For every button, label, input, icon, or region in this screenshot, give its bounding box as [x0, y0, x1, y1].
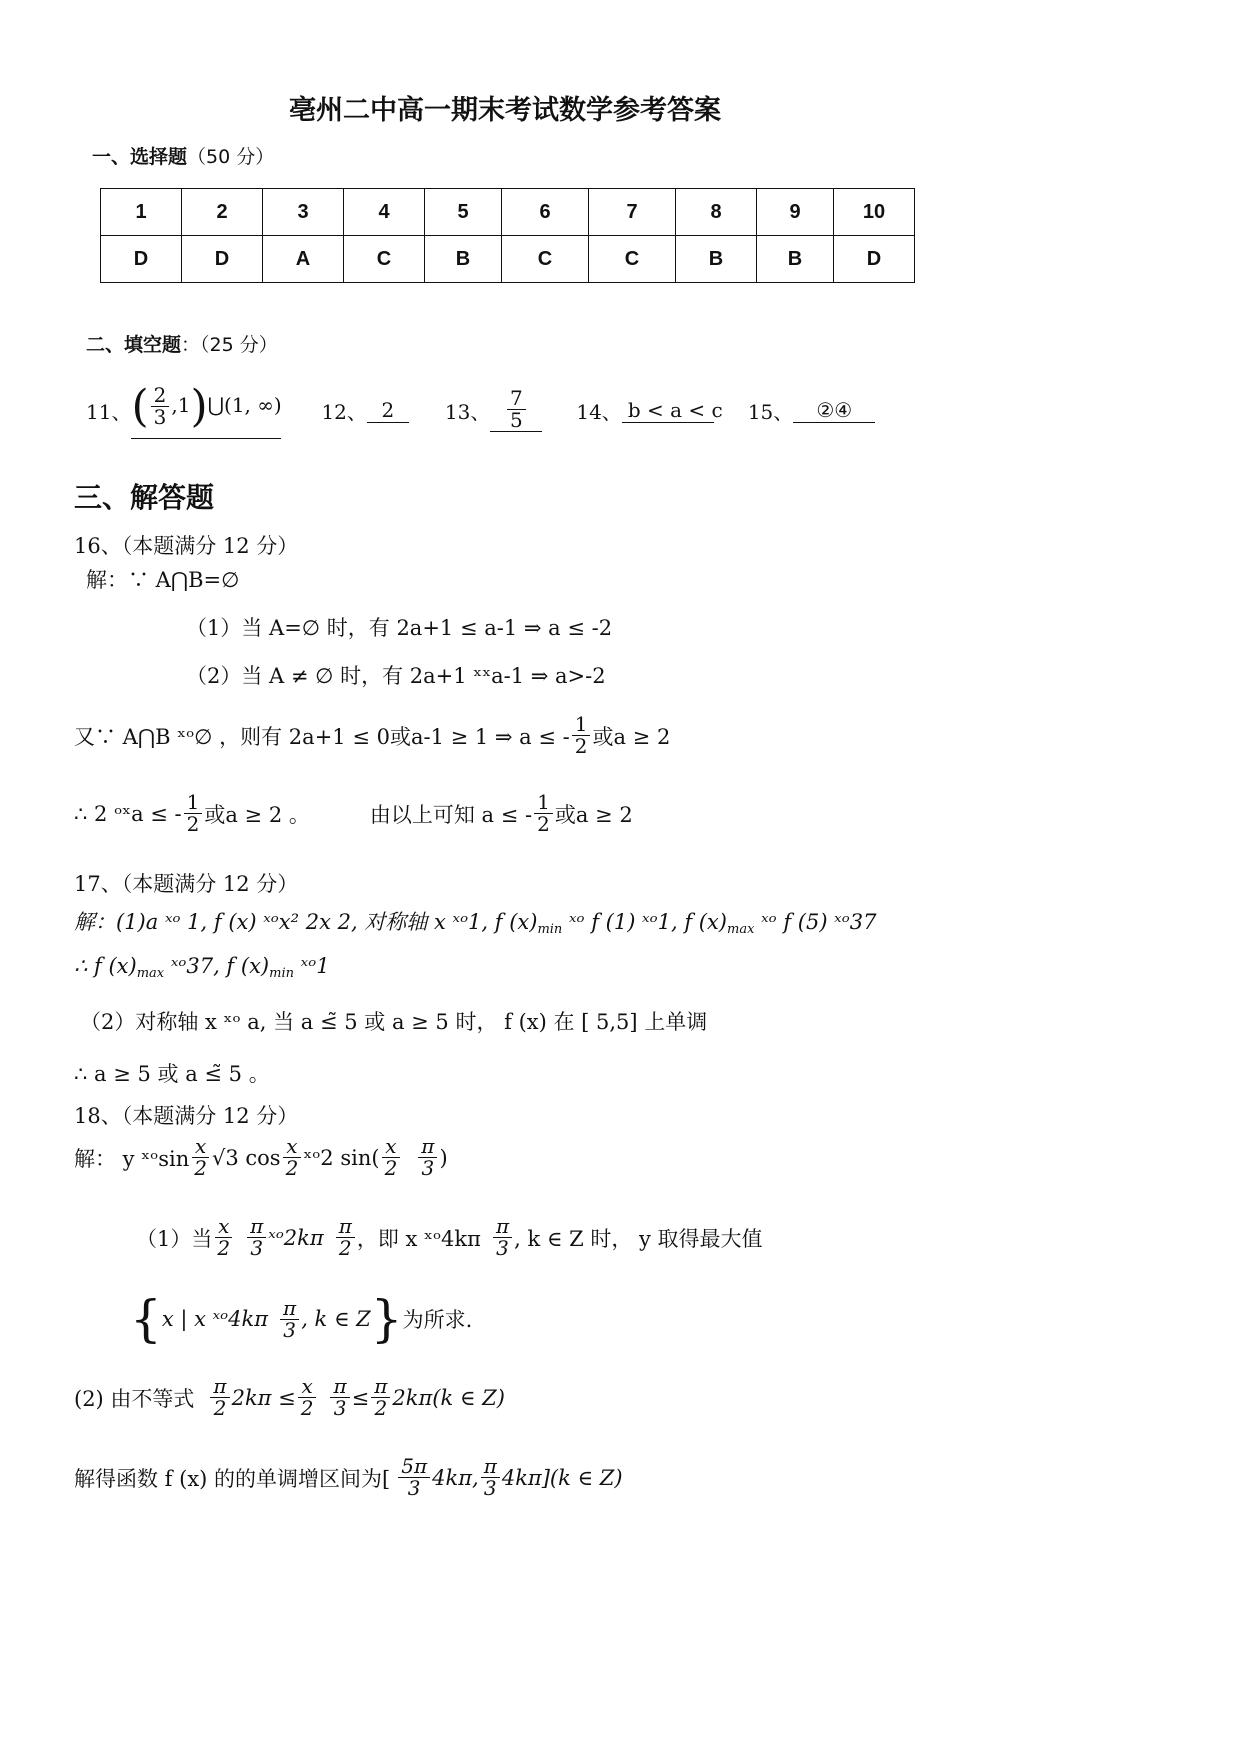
frac-den: 3 — [407, 1476, 421, 1500]
table-cell: B — [425, 236, 502, 283]
choice-answer-table — [100, 188, 915, 283]
frac-den: 2 — [217, 1236, 231, 1260]
q18-line4 — [74, 1376, 505, 1419]
q18-line1-b: √3 cos — [211, 1145, 281, 1170]
table-cell: 6 — [502, 189, 589, 236]
frac-num: x — [382, 1136, 399, 1158]
q18-line2-c: ，即 x ˣᵒ4kπ — [356, 1226, 481, 1251]
q17-line1-a: 解：(1)a ˣᵒ 1, f (x) ˣᵒx² 2x 2, 对称轴 x ˣᵒ1, f (x) — [74, 910, 538, 934]
q18-line3-b: , k ∈ Z — [301, 1307, 371, 1331]
table-row-answers — [101, 236, 915, 283]
frac-den: 2 — [213, 1396, 227, 1420]
q16-line1: 解：∵ A⋂B=∅ — [86, 568, 240, 592]
table-cell: 1 — [101, 189, 182, 236]
frac-num: x — [283, 1136, 300, 1158]
table-cell: 7 — [589, 189, 676, 236]
frac-num: x — [298, 1376, 315, 1398]
section-choice-label: 一、选择题 — [92, 146, 188, 168]
paren-close: ) — [190, 381, 208, 432]
table-cell: 9 — [757, 189, 834, 236]
frac-den: 2 — [384, 1156, 398, 1180]
frac-num: π — [418, 1136, 437, 1158]
table-cell: 2 — [182, 189, 263, 236]
section-fill-label: 二、填空题 — [86, 334, 182, 356]
section-solution-heading: 三、解答题 — [74, 481, 215, 514]
frac-den: 3 — [333, 1396, 347, 1420]
q13-num: 7 — [507, 388, 526, 410]
q15-label: 15、 — [747, 399, 794, 424]
paren-open: ( — [131, 381, 149, 432]
q18-line4-b: 2kπ ≤ — [231, 1385, 296, 1410]
frac-den: 3 — [496, 1236, 509, 1260]
frac-num: π — [336, 1216, 355, 1238]
q14-answer: b < a < c — [622, 398, 714, 423]
q18-line5-a: 解得函数 f (x) 的的单调增区间为[ — [74, 1466, 391, 1491]
q16-line4 — [74, 714, 670, 757]
q16-line5-text: ∴ 2 ᵒˣa ≤ - — [74, 801, 182, 826]
section-fill-points: ：（25 分） — [181, 334, 278, 356]
q18-frac-x2 — [298, 1376, 317, 1419]
q16-line3: （2）当 A ≠ ∅ 时，有 2a+1 ˣˣa-1 ⇒ a>-2 — [186, 664, 606, 688]
table-cell: 8 — [676, 189, 757, 236]
frac-den: 2 — [186, 812, 200, 836]
q11-rest: ,1 — [171, 393, 191, 417]
brace-close: } — [370, 1290, 403, 1348]
q18-frac-pi3 — [493, 1216, 512, 1259]
frac-den: 3 — [421, 1156, 435, 1180]
q18-frac-pi2 — [210, 1376, 229, 1419]
table-cell: 5 — [425, 189, 502, 236]
q18-frac-x2 — [382, 1136, 401, 1179]
q18-frac-5pi3 — [398, 1456, 430, 1499]
q16-line5 — [74, 792, 633, 835]
frac-num: π — [330, 1376, 349, 1398]
q16-line4-fraction — [572, 714, 591, 757]
q16-line5-fraction — [184, 792, 203, 835]
q17-sub-max: max — [136, 966, 165, 981]
q18-frac-pi3 — [330, 1376, 349, 1419]
q13-den: 5 — [509, 408, 523, 432]
q18-line5-b: 4kπ, — [432, 1465, 479, 1490]
q18-frac-pi3 — [481, 1456, 500, 1499]
table-cell: A — [263, 236, 344, 283]
q14-label: 14、 — [576, 399, 622, 424]
q16-line4-tail: 或a ≥ 2 — [592, 724, 671, 749]
q18-line5 — [74, 1456, 623, 1499]
q17-line1-c: ˣᵒ f (5) ˣᵒ37 — [754, 910, 877, 934]
frac-num: π — [210, 1376, 229, 1398]
brace-open: { — [130, 1290, 162, 1348]
q17-sub-max: max — [727, 922, 755, 937]
fill-answers-row — [86, 370, 875, 450]
q18-line3 — [130, 1290, 472, 1348]
table-cell: C — [502, 236, 589, 283]
frac-den: 2 — [537, 812, 550, 836]
table-cell: 4 — [344, 189, 425, 236]
q18-frac-pi2 — [371, 1376, 390, 1419]
q18-line4-c: ≤ — [351, 1385, 370, 1410]
frac-den: 3 — [283, 1317, 296, 1342]
q12-label: 12、 — [321, 399, 367, 424]
q17-sub-min: min — [269, 966, 294, 981]
q18-line2-b: ˣᵒ2kπ — [268, 1225, 324, 1250]
q17-line2-b: ˣᵒ37, f (x) — [164, 954, 270, 978]
q18-frac-x2 — [283, 1136, 302, 1179]
table-cell: C — [589, 236, 676, 283]
frac-num: 5π — [398, 1456, 430, 1478]
q15-answer: ②④ — [793, 398, 875, 423]
q11-frac-num: 2 — [151, 385, 170, 407]
table-cell: 3 — [263, 189, 344, 236]
table-cell: C — [344, 236, 425, 283]
q12-answer: 2 — [367, 398, 409, 423]
frac-den: 3 — [250, 1236, 264, 1260]
q18-line2 — [136, 1216, 763, 1259]
q18-line1-a: 解： y ˣᵒsin — [74, 1146, 190, 1171]
frac-num: 1 — [184, 792, 203, 814]
q18-line1-c: ˣᵒ2 sin( — [303, 1145, 380, 1170]
frac-den: 2 — [300, 1396, 314, 1420]
table-cell: D — [834, 236, 915, 283]
frac-num: 1 — [572, 714, 591, 736]
q11-union: ⋃(1, ∞) — [207, 393, 282, 417]
table-cell: 10 — [834, 189, 915, 236]
q17-header: 17、（本题满分 12 分） — [74, 872, 299, 896]
q18-frac-pi2 — [336, 1216, 355, 1259]
q11-fraction — [151, 385, 170, 428]
page-title: 亳州二中高一期末考试数学参考答案 — [289, 95, 721, 126]
q16-line2: （1）当 A=∅ 时，有 2a+1 ≤ a-1 ⇒ a ≤ -2 — [186, 616, 613, 640]
q18-line3-a: x | x ˣᵒ4kπ — [161, 1307, 269, 1331]
q16-line4-text: 又∵ A⋂B ˣᵒ∅ ，则有 2a+1 ≤ 0或a-1 ≥ 1 ⇒ a ≤ - — [74, 724, 570, 749]
q18-line2-d: , k ∈ Z 时， y 取得最大值 — [514, 1226, 763, 1251]
frac-num: π — [481, 1456, 500, 1478]
q16-line5-fraction2 — [534, 792, 553, 835]
q13-label: 13、 — [444, 399, 491, 424]
q11-label: 11、 — [86, 399, 132, 424]
frac-den: 2 — [574, 734, 588, 758]
q17-line2-c: ˣᵒ1 — [293, 954, 330, 978]
q17-line2-a: ∴ f (x) — [74, 954, 137, 978]
q18-line1-d: ) — [439, 1145, 448, 1170]
table-row-numbers — [101, 189, 915, 236]
frac-num: π — [493, 1216, 512, 1238]
q16-line5-tail: 或a ≥ 2 。 — [204, 802, 310, 827]
frac-den: 2 — [194, 1156, 207, 1180]
q18-line2-a: （1）当 — [136, 1226, 213, 1251]
q18-frac-x2 — [214, 1216, 233, 1259]
section-fill-heading — [86, 330, 278, 357]
q18-frac-pi3 — [247, 1216, 266, 1259]
table-cell: B — [757, 236, 834, 283]
q18-line5-c: 4kπ](k ∈ Z) — [501, 1465, 623, 1490]
q18-line4-d: 2kπ(k ∈ Z) — [392, 1385, 505, 1410]
frac-den: 2 — [338, 1236, 352, 1260]
q11-frac-den: 3 — [153, 405, 167, 429]
q17-line2 — [74, 954, 330, 981]
q17-line1-b: ˣᵒ f (1) ˣᵒ1, f (x) — [562, 910, 727, 934]
q13-answer — [490, 388, 542, 432]
table-cell: B — [676, 236, 757, 283]
q16-line5-conclusion: 由以上可知 a ≤ - — [369, 802, 533, 827]
frac-num: π — [247, 1216, 266, 1238]
frac-num: π — [280, 1298, 299, 1320]
section-choice-heading — [92, 142, 274, 169]
q18-line1 — [74, 1136, 448, 1179]
frac-num: π — [371, 1376, 390, 1398]
q16-header: 16、（本题满分 12 分） — [74, 534, 299, 558]
table-cell: D — [182, 236, 263, 283]
q18-frac-x2 — [191, 1136, 210, 1179]
q18-line4-a: (2) 由不等式 — [74, 1386, 195, 1411]
q11-answer — [131, 381, 281, 439]
frac-num: 1 — [534, 792, 553, 814]
q18-frac-pi3 — [418, 1136, 437, 1179]
frac-num: x — [215, 1216, 232, 1238]
frac-den: 3 — [483, 1476, 497, 1500]
q18-frac-pi3 — [280, 1295, 299, 1342]
q16-line5-end: 或a ≥ 2 — [554, 802, 633, 827]
section-choice-points: （50 分） — [187, 146, 275, 168]
q13-fraction — [507, 388, 526, 431]
q17-line3: （2）对称轴 x ˣᵒ a, 当 a ≤̃ 5 或 a ≥ 5 时， f (x) 在 [ 5,5] 上单调 — [80, 1010, 708, 1034]
q18-header: 18、（本题满分 12 分） — [74, 1104, 299, 1128]
table-cell: D — [101, 236, 182, 283]
frac-den: 2 — [285, 1156, 299, 1180]
q17-line4: ∴ a ≥ 5 或 a ≤̃ 5 。 — [74, 1062, 270, 1086]
q17-line1 — [74, 906, 876, 937]
frac-num: x — [192, 1136, 209, 1158]
q18-line3-c: 为所求. — [402, 1308, 473, 1332]
q17-sub-min: min — [537, 922, 563, 937]
frac-den: 2 — [374, 1396, 388, 1420]
